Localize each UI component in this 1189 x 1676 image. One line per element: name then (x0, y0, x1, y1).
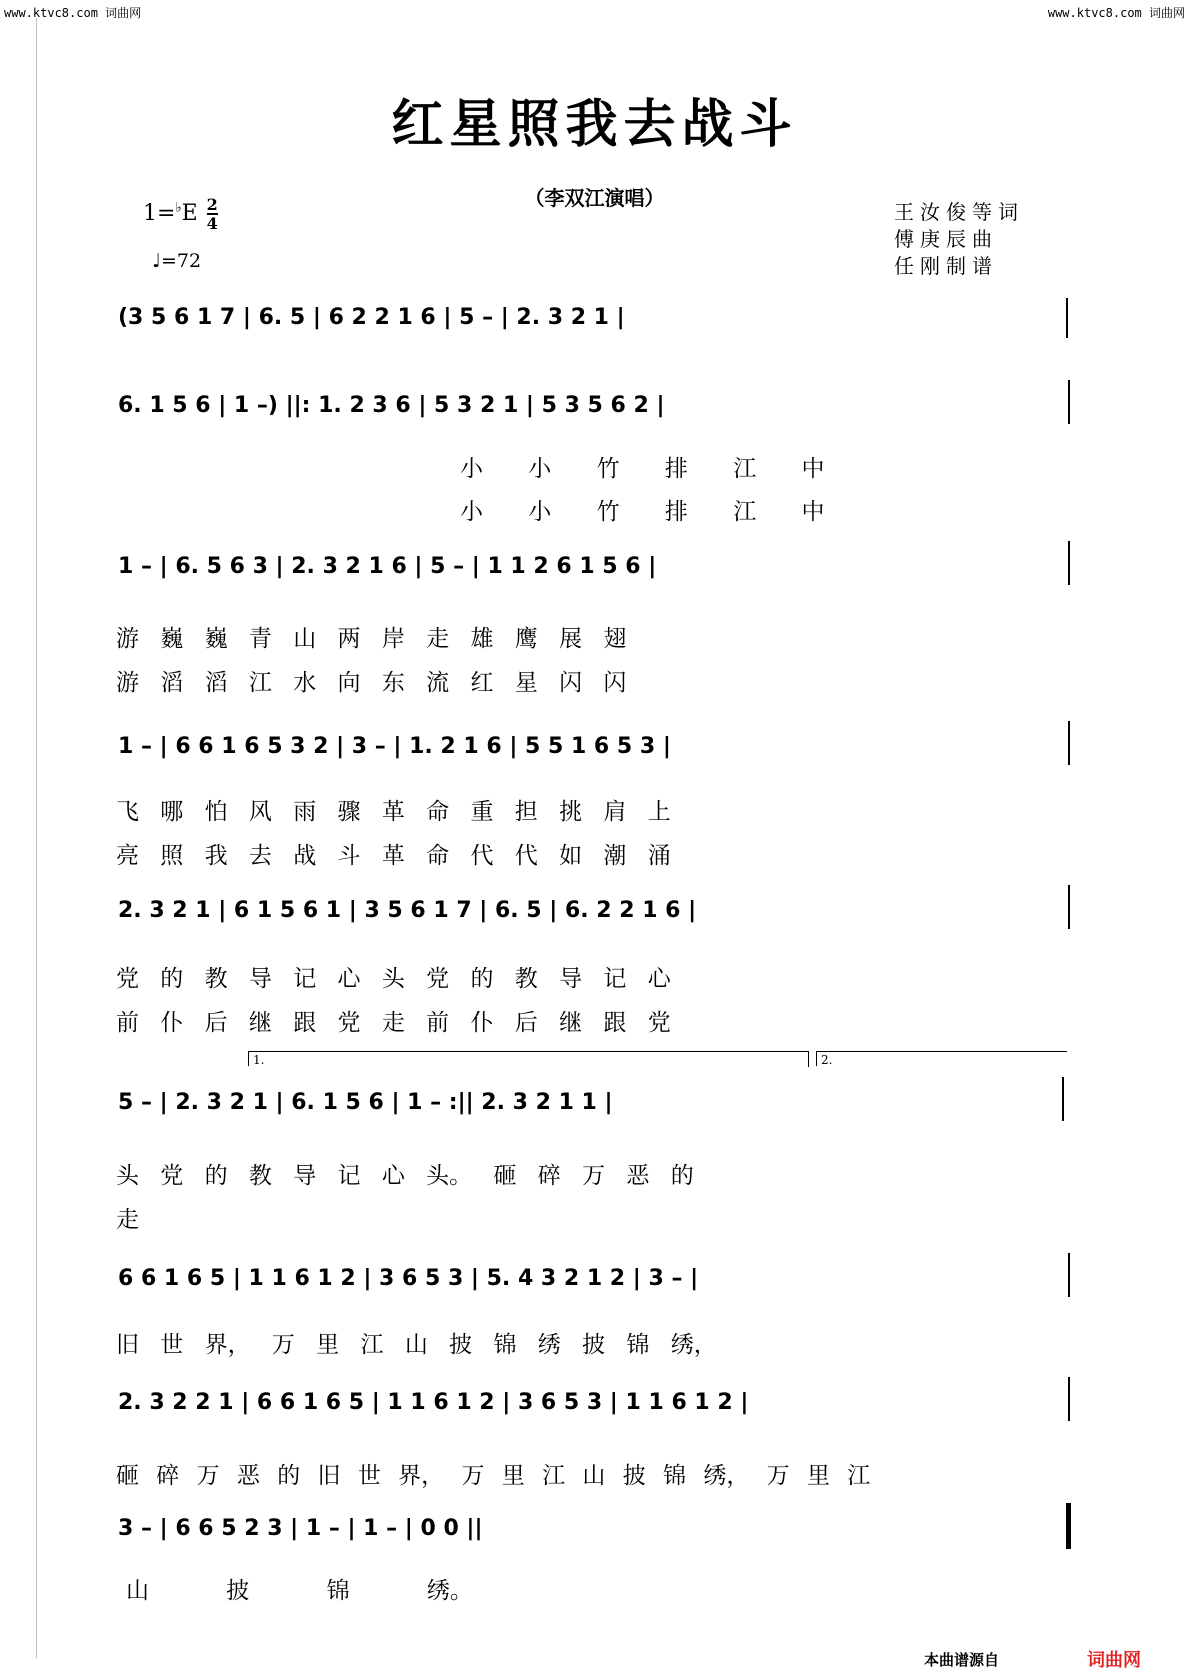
score-line-5: 2. 3 2 1 | 6 1 5 6 1 | 3 5 6 1 7 | 6. 5 | 6. 2 2 1 6 | (118, 898, 697, 923)
watermark-right[interactable]: www.ktvc8.com 词曲网 (1047, 6, 1185, 20)
score-line-1: (3 5 6 1 7 | 6. 5 | 6 2 2 1 6 | 5 – | 2. 3 2 1 | (118, 305, 625, 330)
score-line-4: 1 – | 6 6 1 6 5 3 2 | 3 – | 1. 2 1 6 | 5 5 1 6 5 3 | (118, 734, 671, 759)
barline (1068, 380, 1070, 424)
arranger-credit: 任刚制谱 (894, 254, 998, 278)
barline (1066, 298, 1068, 338)
barline (1068, 541, 1070, 585)
footer-source: 本曲谱源自 (923, 1651, 999, 1669)
lyric-line-2a: 小 小 竹 排 江 中 (460, 456, 825, 482)
watermark-left[interactable]: www.ktvc8.com 词曲网 (4, 6, 142, 20)
lyric-line-3b: 游 滔 滔 江 水 向 东 流 红 星 闪 闪 (116, 670, 627, 696)
time-signature (207, 196, 218, 232)
barline (1068, 721, 1070, 765)
first-ending-bracket (248, 1051, 809, 1066)
lyric-line-8: 砸 碎 万 恶 的 旧 世 界， 万 里 江 山 披 锦 绣， 万 里 江 (116, 1463, 871, 1489)
score-line-3: 1 – | 6. 5 6 3 | 2. 3 2 1 6 | 5 – | 1 1 2 6 1 5 6 | (118, 554, 657, 579)
flat-sign: ♭ (175, 200, 182, 216)
tempo-mark (152, 250, 201, 272)
score-line-2: 6. 1 5 6 | 1 –) ||: 1. 2 3 6 | 5 3 2 1 | 5 3 5 6 2 | (118, 393, 665, 418)
score-line-9: 3 – | 6 6 5 2 3 | 1 – | 1 – | 0 0 || (118, 1516, 483, 1541)
quarter-note-icon: ♩ (152, 250, 161, 272)
lyric-line-6a: 头 党 的 教 导 记 心 头。 砸 碎 万 恶 的 (116, 1163, 694, 1189)
tempo-value: =72 (160, 250, 202, 272)
key-signature (143, 196, 218, 232)
first-ending-label: 1. (253, 1053, 265, 1067)
volta-end-mark (808, 1051, 809, 1067)
lyric-line-4a: 飞 哪 怕 风 雨 骤 革 命 重 担 挑 肩 上 (116, 799, 671, 825)
second-ending-label: 2. (821, 1053, 833, 1067)
lyricist-credit: 王汝俊等词 (894, 200, 1024, 224)
performer-subtitle: （李双江演唱） (524, 186, 665, 210)
final-barline (1066, 1503, 1071, 1549)
lyric-line-5a: 党 的 教 导 记 心 头 党 的 教 导 记 心 (116, 966, 671, 992)
lyric-line-4b: 亮 照 我 去 战 斗 革 命 代 代 如 潮 涌 (116, 843, 671, 869)
score-line-8: 2. 3 2 2 1 | 6 6 1 6 5 | 1 1 6 1 2 | 3 6 5 3 | 1 1 6 1 2 | (118, 1390, 749, 1415)
lyric-line-5b: 前 仆 后 继 跟 党 走 前 仆 后 继 跟 党 (116, 1010, 671, 1036)
page-left-rule (36, 18, 37, 1658)
composer-credit: 傅庚辰曲 (894, 227, 998, 251)
lyric-line-9: 山 披 锦 绣。 (126, 1578, 473, 1604)
second-ending-bracket (816, 1051, 1067, 1066)
barline (1068, 1253, 1070, 1297)
time-bottom: 4 (206, 214, 218, 233)
lyric-line-7: 旧 世 界， 万 里 江 山 披 锦 绣 披 锦 绣， (116, 1332, 717, 1358)
score-line-7: 6 6 1 6 5 | 1 1 6 1 2 | 3 6 5 3 | 5. 4 3 2 1 2 | 3 – | (118, 1266, 699, 1291)
footer-brand-link[interactable]: 词曲网 (1087, 1650, 1141, 1671)
song-title: 红星照我去战斗 (391, 94, 798, 155)
barline (1062, 1077, 1064, 1121)
barline (1068, 1377, 1070, 1421)
key-note: E (181, 201, 198, 226)
lyric-line-3a: 游 巍 巍 青 山 两 岸 走 雄 鹰 展 翅 (116, 626, 627, 652)
lyric-line-6b: 走 (116, 1207, 139, 1233)
lyric-line-2b: 小 小 竹 排 江 中 (460, 499, 825, 525)
key-prefix: 1= (143, 201, 176, 226)
barline (1068, 885, 1070, 929)
time-top: 2 (206, 195, 218, 214)
score-line-6: 5 – | 2. 3 2 1 | 6. 1 5 6 | 1 – :|| 2. 3 2 1 1 | (118, 1090, 613, 1115)
